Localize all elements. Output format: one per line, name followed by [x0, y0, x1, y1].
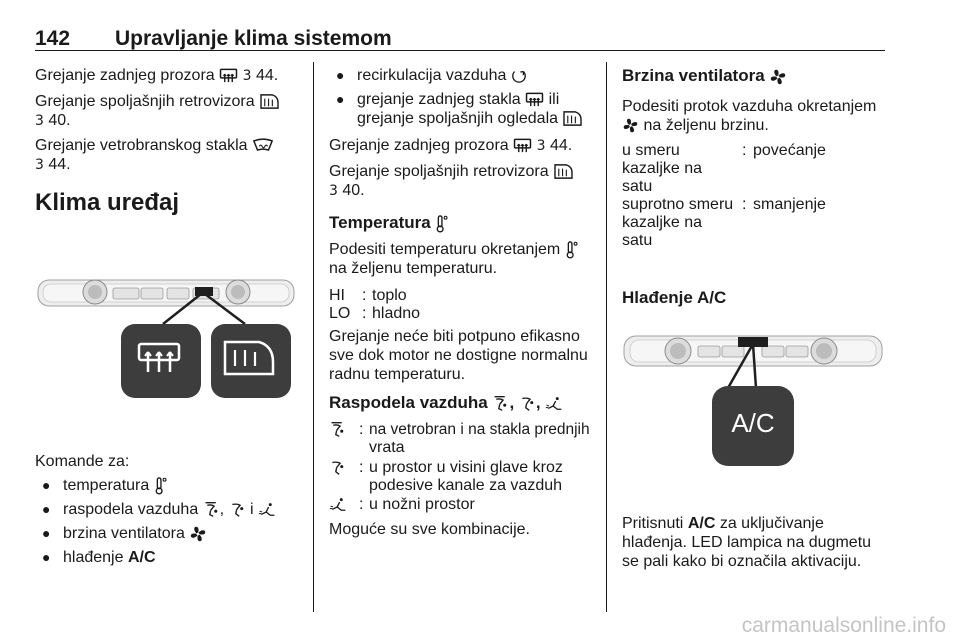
section-heading: Raspodela vazduha , , [329, 393, 563, 412]
fan-icon [189, 525, 207, 543]
bullet: ● [42, 549, 51, 565]
climate-panel-illustration [35, 268, 297, 408]
section-heading: Temperatura [329, 213, 448, 233]
paragraph: na željenu brzinu. [622, 116, 769, 135]
air-feet-icon [329, 496, 347, 513]
fan-icon [769, 68, 787, 86]
paragraph: Podesiti temperaturu okretanjem [329, 240, 578, 259]
paragraph: sve dok motor ne dostigne normalnu [329, 347, 588, 364]
section-heading: Hlađenje A/C [622, 288, 727, 307]
fan-direction-table: u smeru kazaljke na satu : povećanje suprotno smeru kazaljke na satu : smanjenje [622, 142, 826, 249]
air-defrost-head-icon [203, 501, 220, 518]
reference-arrow-icon: 3 [536, 138, 546, 154]
paragraph: 3 40. [329, 182, 365, 199]
reference-arrow-icon: 3 [35, 157, 44, 173]
paragraph: 3 40. [35, 112, 71, 129]
reference-arrow-icon: 3 [35, 113, 44, 129]
air-head-icon [229, 501, 246, 518]
column-divider [313, 62, 314, 612]
list-item: ● brzina ventilatora [35, 524, 300, 544]
bullet: ● [336, 91, 345, 107]
paragraph: hlađenja. LED lampica na dugmetu [622, 534, 872, 551]
paragraph: radnu temperaturu. [329, 366, 466, 383]
list-item: ● hlađenje A/C [42, 549, 156, 566]
paragraph: Pritisnuti A/C za uključivanje [622, 515, 824, 532]
bullet: ● [336, 67, 345, 83]
page-title: Upravljanje klima sistemom [115, 27, 392, 50]
bullet: ● [42, 477, 51, 493]
air-feet-icon [545, 395, 563, 412]
paragraph: Grejanje vetrobranskog stakla [35, 136, 274, 155]
list-item: ● grejanje zadnjeg stakla ili grejanje spoljašnjih ogledala [329, 90, 599, 130]
distribution-table: : na vetrobran i na stakla prednjih vrata : u prostor u visini glave kroz podesive kanale za vazduh : u nožni prostor [329, 420, 599, 520]
paragraph: Grejanje zadnjeg prozora 3 44. [35, 67, 279, 84]
watermark: carmanualsonline.info [741, 614, 946, 637]
thermometer-icon [154, 477, 167, 495]
air-defrost-head-icon [492, 395, 509, 412]
paragraph: na željenu temperaturu. [329, 260, 498, 277]
air-head-icon [519, 395, 536, 412]
page-number: 142 [35, 27, 71, 50]
paragraph: Grejanje spoljašnjih retrovizora [329, 162, 574, 181]
rear-window-heating-icon [219, 68, 238, 83]
paragraph: Grejanje neće biti potpuno efikasno [329, 328, 580, 345]
recirculation-icon [511, 68, 527, 84]
paragraph: Grejanje zadnjeg prozora 3 44. [329, 137, 573, 154]
windscreen-heating-icon [252, 138, 274, 153]
paragraph: Podesiti protok vazduha okretanjem [622, 98, 877, 115]
temperature-table: HI : toplo LO : hladno [329, 287, 421, 322]
list-item: ● raspodela vazduha , i [35, 500, 300, 520]
paragraph: Moguće su sve kombinacije. [329, 521, 530, 538]
rear-window-heating-icon [525, 92, 544, 107]
rear-window-heating-icon [513, 138, 532, 153]
list-item: ● temperatura [35, 476, 300, 496]
section-heading: Klima uređaj [35, 189, 180, 216]
reference-arrow-icon: 3 [242, 68, 252, 84]
air-head-icon [329, 459, 346, 476]
reference-arrow-icon: 3 [329, 183, 338, 199]
mirror-heating-icon [259, 93, 280, 110]
ac-button-label: A/C [731, 408, 775, 438]
mirror-heating-icon [562, 110, 583, 127]
paragraph: se pali kako bi označila aktivaciju. [622, 553, 862, 570]
paragraph: 3 44. [35, 156, 71, 173]
mirror-heating-icon [553, 163, 574, 180]
list-item: ● recirkulacija vazduha [329, 66, 599, 86]
column-divider [606, 62, 607, 612]
paragraph: Grejanje spoljašnjih retrovizora [35, 92, 280, 111]
air-defrost-head-icon [329, 421, 346, 438]
thermometer-icon [565, 241, 578, 259]
fan-icon [622, 117, 639, 134]
thermometer-icon [435, 215, 448, 233]
section-heading: Brzina ventilatora [622, 66, 787, 86]
page-header [35, 27, 885, 51]
air-feet-icon [258, 501, 276, 518]
bullet: ● [42, 525, 51, 541]
controls-label: Komande za: [35, 453, 130, 470]
ac-panel-illustration [622, 330, 884, 470]
bullet: ● [42, 501, 51, 517]
